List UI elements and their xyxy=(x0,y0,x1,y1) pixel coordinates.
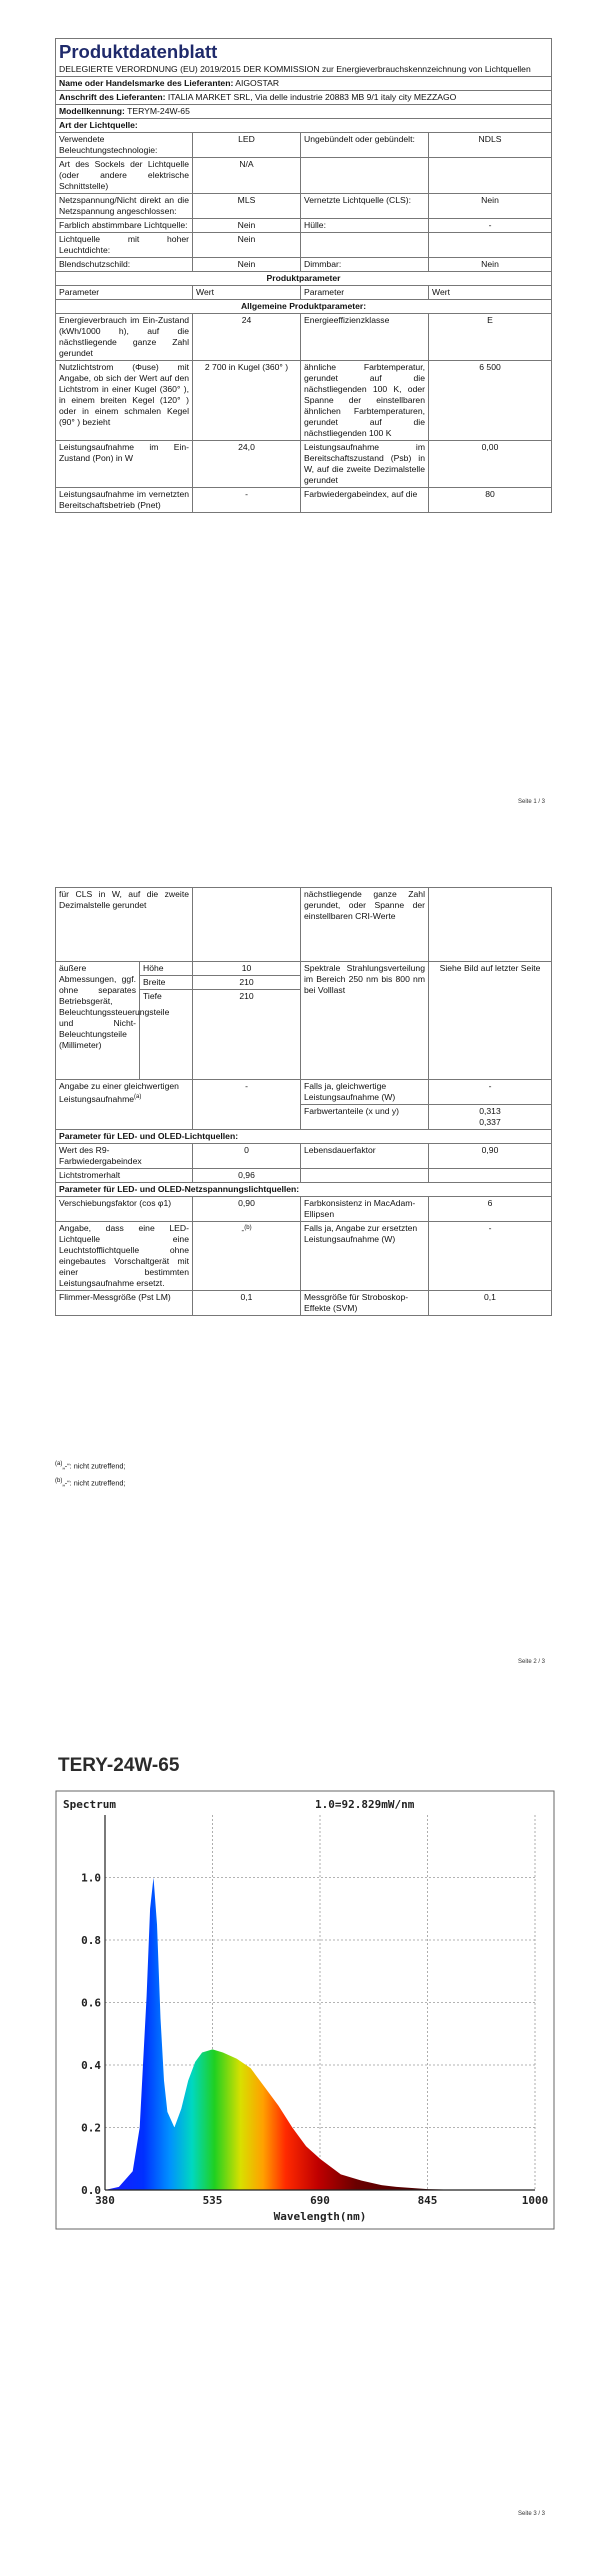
table-row xyxy=(56,194,552,219)
x-tick-label: 1000 xyxy=(521,2194,549,2207)
cell-c: Hülle: xyxy=(301,219,429,233)
cell-c: Dimmbar: xyxy=(301,258,429,272)
cell-d: 80 xyxy=(429,488,552,513)
table-row xyxy=(56,158,552,194)
table-row xyxy=(56,219,552,233)
cell-a: Leistungsaufnahme im vernetzten Bereitschaftsbetrieb (Pnet) xyxy=(56,488,193,513)
cell-c: Ungebündelt oder gebündelt: xyxy=(301,133,429,158)
equiv-power-d: - xyxy=(429,1080,552,1105)
page-number: Seite 1 / 3 xyxy=(518,799,546,805)
led-replace-label: Angabe, dass eine LED-Lichtquelle eine Leuchtstofflichtquelle ohne eingebautes Vorschaltgerät mit einer bestimmten Leistungsaufnahme ersetzt. xyxy=(56,1222,193,1291)
cell-b: Nein xyxy=(193,233,301,258)
supplier-name: Name oder Handelsmarke des Lieferanten: AIGOSTAR xyxy=(56,77,552,91)
col-param: Parameter xyxy=(301,286,429,300)
cell-a: Energieverbrauch im Ein-Zustand (kWh/1000 h), auf die nächstliegende ganze Zahl gerundet xyxy=(56,314,193,361)
col-value: Wert xyxy=(193,286,301,300)
col-param: Parameter xyxy=(56,286,193,300)
cell-b: Nein xyxy=(193,258,301,272)
datasheet-table-1 xyxy=(55,38,552,513)
cell-d: E xyxy=(429,314,552,361)
life-label: Lebensdauerfaktor xyxy=(301,1144,429,1169)
product-params-heading: Produktparameter xyxy=(56,272,552,286)
equiv-power-label: Angabe zu einer gleichwertigen Leistungsaufnahme$^{(a)}$ xyxy=(56,1080,193,1130)
strobo-label: Messgröße für Stroboskop-Effekte (SVM) xyxy=(301,1291,429,1316)
led-replace-value: -$^{(b)}$ xyxy=(193,1222,301,1291)
flux-value: 0,96 xyxy=(193,1169,301,1183)
general-params-heading: Allgemeine Produktparameter: xyxy=(56,300,552,314)
cell-b: 24,0 xyxy=(193,441,301,488)
cell-a: Lichtquelle mit hoher Leuchtdichte: xyxy=(56,233,193,258)
footnote-a: $^{(a)}$„-“: nicht zutreffend; xyxy=(55,1461,126,1471)
life-value: 0,90 xyxy=(429,1144,552,1169)
cell-b: 24 xyxy=(193,314,301,361)
r9-label: Wert des R9-Farbwiedergabeindex xyxy=(56,1144,193,1169)
cell-a: Blendschutzschild: xyxy=(56,258,193,272)
table-row xyxy=(56,441,552,488)
page-2 xyxy=(55,887,552,1447)
chart-annotation: 1.0=92.829mW/nm xyxy=(315,1798,415,1811)
cell-c xyxy=(301,233,429,258)
cell-c: Vernetzte Lichtquelle (CLS): xyxy=(301,194,429,219)
cell-c: Leistungsaufnahme im Bereitschaftszustand (Psb) in W, auf die zweite Dezimalstelle gerundet xyxy=(301,441,429,488)
supplier-address: Anschrift des Lieferanten: ITALIA MARKET SRL, Via delle industrie 20883 MB 9/1 italy city MEZZAGO xyxy=(56,91,552,105)
cell-a: Nutzlichtstrom (Φuse) mit Angabe, ob sich der Wert auf den Lichtstrom in einer Kugel (360° ), in einem breiten Kegel (120° ) oder in einem schmalen Kegel (90° ) bezieht xyxy=(56,361,193,441)
cell-c: Energieeffizienzklasse xyxy=(301,314,429,361)
page-number: Seite 3 / 3 xyxy=(518,2511,546,2517)
cell-a: Farblich abstimmbare Lichtquelle: xyxy=(56,219,193,233)
dimensions-label: äußere Abmessungen, ggf. ohne separates Betriebsgerät, Beleuchtungssteuerungsteile und Nicht-Beleuchtungsteile (Millimeter) xyxy=(56,962,140,1080)
table-row xyxy=(56,488,552,513)
cell-b: N/A xyxy=(193,158,301,194)
x-tick-label: 845 xyxy=(417,2194,438,2207)
regulation-text: DELEGIERTE VERORDNUNG (EU) 2019/2015 DER KOMMISSION zur Energieverbrauchskennzeichnung von Lichtquellen xyxy=(56,63,552,77)
led-params-heading: Parameter für LED- und OLED-Lichtquellen: xyxy=(56,1130,552,1144)
cell-d: - xyxy=(429,219,552,233)
y-tick-label: 0.8 xyxy=(81,1934,101,1947)
cell-d xyxy=(429,158,552,194)
x-tick-label: 535 xyxy=(202,2194,223,2207)
y-tick-label: 0.2 xyxy=(81,2121,101,2135)
model-id: Modellkennung: TERYM-24W-65 xyxy=(56,105,552,119)
cell-b: - xyxy=(193,488,301,513)
r9-value: 0 xyxy=(193,1144,301,1169)
flicker-label: Flimmer-Messgröße (Pst LM) xyxy=(56,1291,193,1316)
table-row xyxy=(56,133,552,158)
cell-b: 2 700 in Kugel (360° ) xyxy=(193,361,301,441)
dim-width-label: Breite xyxy=(140,976,193,990)
mains-params-heading: Parameter für LED- und OLED-Netzspannungslichtquellen: xyxy=(56,1183,552,1197)
cell-d: 6 500 xyxy=(429,361,552,441)
pf-value: 0,90 xyxy=(193,1197,301,1222)
dim-height-value: 10 xyxy=(193,962,301,976)
cell-a: Art des Sockels der Lichtquelle (oder andere elektrische Schnittstelle) xyxy=(56,158,193,194)
x-tick-label: 690 xyxy=(310,2194,330,2207)
cell-d: Nein xyxy=(429,194,552,219)
datasheet-table-2 xyxy=(55,887,552,1316)
strobo-value: 0,1 xyxy=(429,1291,552,1316)
spectral-label: Spektrale Strahlungsverteilung im Bereich 250 nm bis 800 nm bei Volllast xyxy=(301,962,429,1080)
column-header-row xyxy=(56,286,552,300)
cell-d: 0,00 xyxy=(429,441,552,488)
table-row xyxy=(56,361,552,441)
x-tick-label: 380 xyxy=(95,2194,115,2207)
cell-a: Verwendete Beleuchtungstechnologie: xyxy=(56,133,193,158)
equiv-power-value: - xyxy=(193,1080,301,1130)
y-tick-label: 0.6 xyxy=(81,1996,101,2010)
table-row xyxy=(56,233,552,258)
dim-height-label: Höhe xyxy=(140,962,193,976)
dim-width-value: 210 xyxy=(193,976,301,990)
dim-depth-label: Tiefe xyxy=(140,990,193,1080)
cell-c: ähnliche Farbtemperatur, gerundet auf die nächstliegenden 100 K, oder Spanne der einstellbaren ähnlichen Farbtemperaturen, gerundet auf die nächstliegenden 100 K xyxy=(301,361,429,441)
chart-model-title: TERY-24W-65 xyxy=(58,1755,180,1776)
cls-standby-cont: für CLS in W, auf die zweite Dezimalstelle gerundet xyxy=(56,888,193,962)
page-number: Seite 2 / 3 xyxy=(518,1659,546,1665)
dim-depth-value: 210 xyxy=(193,990,301,1080)
cell-d: Nein xyxy=(429,258,552,272)
cell-d: NDLS xyxy=(429,133,552,158)
chroma-label: Farbwertanteile (x und y) xyxy=(301,1105,429,1130)
cell-a: Netzspannung/Nicht direkt an die Netzspannung angeschlossen: xyxy=(56,194,193,219)
flux-label: Lichtstromerhalt xyxy=(56,1169,193,1183)
document-title: Produktdatenblatt xyxy=(56,39,552,64)
cell-d xyxy=(429,233,552,258)
chart-title: Spectrum xyxy=(63,1798,116,1811)
chroma-values: 0,313 0,337 xyxy=(429,1105,552,1130)
flicker-value: 0,1 xyxy=(193,1291,301,1316)
spectral-value: Siehe Bild auf letzter Seite xyxy=(429,962,552,1080)
macadam-label: Farbkonsistenz in MacAdam-Ellipsen xyxy=(301,1197,429,1222)
col-value: Wert xyxy=(429,286,552,300)
replace-d: - xyxy=(429,1222,552,1291)
footnote-b: $^{(b)}$„-“: nicht zutreffend; xyxy=(55,1478,126,1488)
cell-b: MLS xyxy=(193,194,301,219)
spectrum-chart xyxy=(55,1790,555,2230)
equiv-power-c: Falls ja, gleichwertige Leistungsaufnahme (W) xyxy=(301,1080,429,1105)
y-tick-label: 0.0 xyxy=(81,2184,101,2197)
cell-b: Nein xyxy=(193,219,301,233)
page-1 xyxy=(55,38,552,790)
y-tick-label: 0.4 xyxy=(81,2059,101,2072)
cell-a: Leistungsaufnahme im Ein-Zustand (Pon) in W xyxy=(56,441,193,488)
table-row xyxy=(56,314,552,361)
x-axis-label: Wavelength(nm) xyxy=(273,2210,367,2223)
cell-c: Farbwiedergabeindex, auf die xyxy=(301,488,429,513)
pf-label: Verschiebungsfaktor (cos φ1) xyxy=(56,1197,193,1222)
cell-c xyxy=(301,158,429,194)
cell-b: LED xyxy=(193,133,301,158)
y-tick-label: 1.0 xyxy=(81,1871,101,1885)
replace-c: Falls ja, Angabe zur ersetzten Leistungsaufnahme (W) xyxy=(301,1222,429,1291)
table-row xyxy=(56,258,552,272)
cri-cont: nächstliegende ganze Zahl gerundet, oder Spanne der einstellbaren CRI-Werte xyxy=(301,888,429,962)
macadam-value: 6 xyxy=(429,1197,552,1222)
light-source-type-heading: Art der Lichtquelle: xyxy=(56,119,552,133)
